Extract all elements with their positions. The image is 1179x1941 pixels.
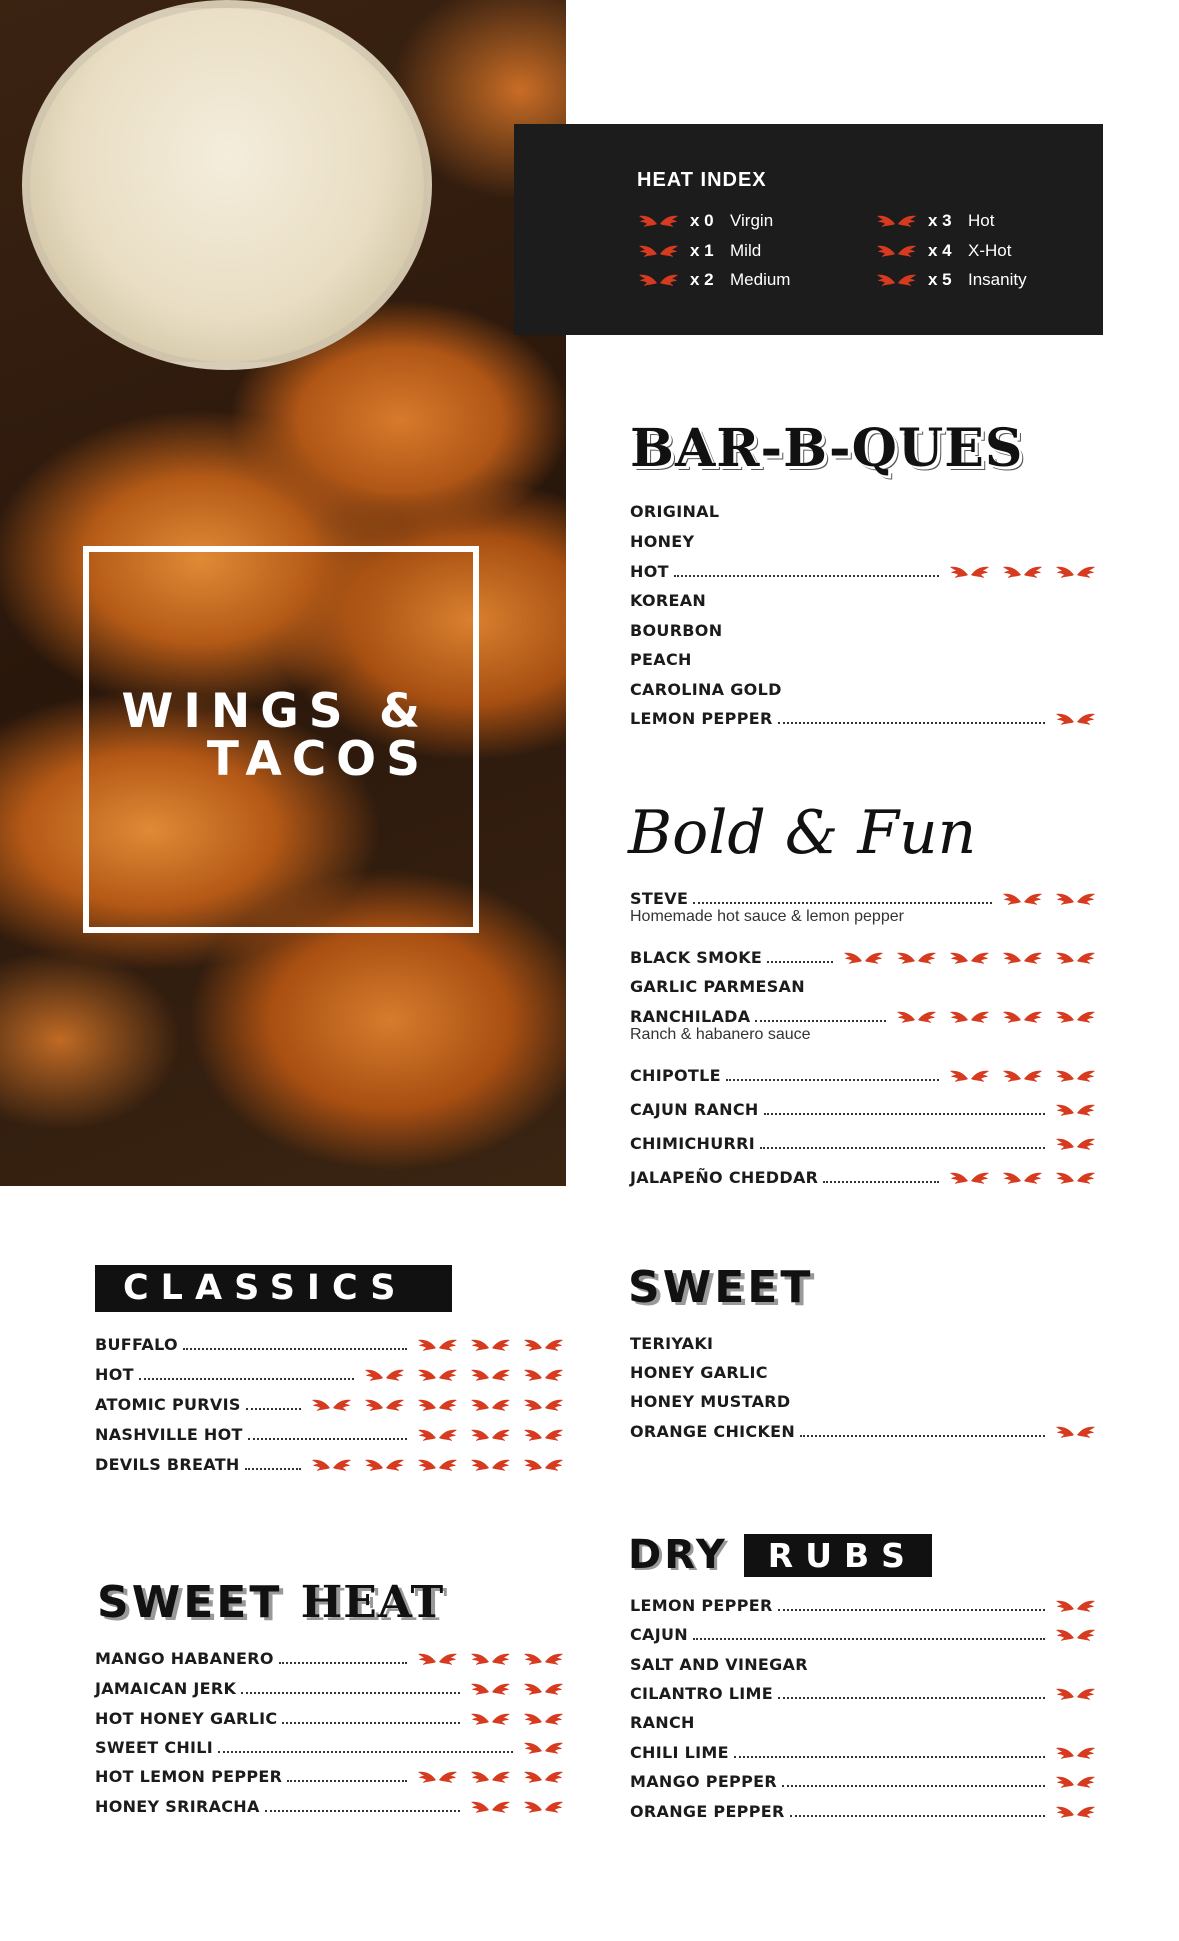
menu-item bbox=[95, 1363, 564, 1385]
heat-rating bbox=[949, 1170, 1096, 1187]
dot-leader bbox=[248, 1438, 407, 1440]
dot-leader bbox=[246, 1408, 301, 1410]
heat-rating bbox=[896, 1009, 1096, 1026]
dot-leader bbox=[764, 1113, 1045, 1115]
heat-rating bbox=[1055, 1136, 1096, 1153]
dot-leader bbox=[241, 1692, 460, 1694]
wing-icon bbox=[417, 1397, 458, 1414]
wing-icon bbox=[949, 950, 990, 967]
wing-icon bbox=[1055, 891, 1096, 908]
wing-icon bbox=[876, 213, 917, 230]
item-name: ORANGE PEPPER bbox=[630, 1802, 785, 1821]
wing-icon bbox=[417, 1427, 458, 1444]
heat-rating bbox=[1055, 1598, 1096, 1615]
title-part-1: DRY bbox=[628, 1532, 728, 1578]
menu-item bbox=[630, 648, 1096, 670]
item-name: HOT LEMON PEPPER bbox=[95, 1767, 283, 1786]
item-name: GARLIC PARMESAN bbox=[630, 977, 805, 996]
title-part-2: RUBS bbox=[744, 1534, 932, 1577]
item-name: BLACK SMOKE bbox=[630, 948, 763, 967]
wing-icon bbox=[949, 1068, 990, 1085]
menu-item bbox=[630, 1390, 1096, 1412]
bbq-section-title: BAR-B-QUES bbox=[630, 418, 1024, 479]
item-name: CHILI LIME bbox=[630, 1743, 729, 1762]
restaurant-title bbox=[110, 684, 430, 787]
wing-icon bbox=[470, 1799, 511, 1816]
wing-icon bbox=[364, 1397, 405, 1414]
wing-icon bbox=[949, 1009, 990, 1026]
legend-label: Mild bbox=[730, 241, 762, 260]
menu-item bbox=[630, 530, 1096, 552]
item-name: SWEET CHILI bbox=[95, 1738, 214, 1757]
sweet-section-title: SWEET bbox=[628, 1262, 814, 1313]
heat-rating bbox=[523, 1740, 564, 1757]
item-name: CHIMICHURRI bbox=[630, 1134, 755, 1153]
legend-row-mild bbox=[638, 240, 761, 262]
wing-icon bbox=[876, 243, 917, 260]
wing-icon bbox=[1055, 1136, 1096, 1153]
item-name: ORIGINAL bbox=[630, 502, 720, 521]
dot-leader bbox=[726, 1079, 939, 1081]
menu-item bbox=[630, 1770, 1096, 1792]
item-name: DEVILS BREATH bbox=[95, 1455, 240, 1474]
legend-row-hot bbox=[876, 210, 994, 232]
menu-item bbox=[630, 946, 1096, 968]
wing-icon bbox=[470, 1367, 511, 1384]
heat-rating bbox=[311, 1457, 564, 1474]
menu-item bbox=[95, 1453, 564, 1475]
wing-icon bbox=[1055, 1804, 1096, 1821]
item-name: HOT bbox=[95, 1365, 134, 1384]
dot-leader bbox=[800, 1435, 1045, 1437]
dot-leader bbox=[778, 1697, 1045, 1699]
wing-icon bbox=[523, 1711, 564, 1728]
wing-icon bbox=[364, 1457, 405, 1474]
wing-icon bbox=[523, 1681, 564, 1698]
wing-icon bbox=[1002, 1068, 1043, 1085]
dot-leader bbox=[790, 1815, 1045, 1817]
wing-icon bbox=[1002, 891, 1043, 908]
wing-icon bbox=[417, 1337, 458, 1354]
item-name: ORANGE CHICKEN bbox=[630, 1422, 796, 1441]
menu-item bbox=[95, 1333, 564, 1355]
wing-icon bbox=[1055, 1170, 1096, 1187]
dot-leader bbox=[287, 1780, 407, 1782]
dot-leader bbox=[279, 1662, 407, 1664]
wing-icon bbox=[1055, 1627, 1096, 1644]
item-name: HOT HONEY GARLIC bbox=[95, 1709, 278, 1728]
title-line-1: WINGS & bbox=[121, 684, 430, 739]
wing-icon bbox=[949, 564, 990, 581]
dot-leader bbox=[782, 1785, 1045, 1787]
dot-leader bbox=[693, 902, 992, 904]
menu-item bbox=[95, 1707, 564, 1729]
heat-rating bbox=[417, 1769, 564, 1786]
dot-leader bbox=[218, 1751, 513, 1753]
wing-icon bbox=[1055, 1102, 1096, 1119]
heat-rating bbox=[364, 1367, 564, 1384]
menu-item bbox=[95, 1736, 564, 1758]
wing-icon bbox=[523, 1457, 564, 1474]
menu-item bbox=[630, 1098, 1096, 1120]
item-name: CHIPOTLE bbox=[630, 1066, 721, 1085]
wing-icon bbox=[470, 1681, 511, 1698]
wing-icon bbox=[1002, 564, 1043, 581]
item-name: BUFFALO bbox=[95, 1335, 178, 1354]
legend-multiplier: x 5 bbox=[928, 270, 952, 289]
wing-icon bbox=[1055, 1598, 1096, 1615]
menu-item bbox=[630, 1332, 1096, 1354]
menu-item bbox=[630, 1711, 1096, 1733]
wing-icon bbox=[1002, 950, 1043, 967]
dry-rubs-section-title bbox=[628, 1532, 932, 1578]
menu-item bbox=[630, 1741, 1096, 1763]
dot-leader bbox=[760, 1147, 1045, 1149]
legend-multiplier: x 3 bbox=[928, 211, 952, 230]
legend-multiplier: x 2 bbox=[690, 270, 714, 289]
item-name: KOREAN bbox=[630, 591, 707, 610]
menu-item bbox=[630, 1420, 1096, 1442]
item-name: RANCHILADA bbox=[630, 1007, 751, 1026]
legend-label: X-Hot bbox=[968, 241, 1012, 260]
title-part-2: HEAT bbox=[300, 1577, 445, 1628]
wing-icon bbox=[470, 1397, 511, 1414]
item-name: CAJUN RANCH bbox=[630, 1100, 759, 1119]
classics-section-title: CLASSICS bbox=[95, 1265, 452, 1312]
wing-icon bbox=[470, 1337, 511, 1354]
title-part-1: SWEET bbox=[97, 1577, 283, 1628]
item-name: LEMON PEPPER bbox=[630, 709, 773, 728]
item-name: HONEY bbox=[630, 532, 695, 551]
dot-leader bbox=[245, 1468, 301, 1470]
item-name: PEACH bbox=[630, 650, 692, 669]
dot-leader bbox=[693, 1638, 1045, 1640]
wing-icon bbox=[1055, 1424, 1096, 1441]
heat-rating bbox=[843, 950, 1096, 967]
legend-row-x-hot bbox=[876, 240, 1011, 262]
wing-icon bbox=[470, 1427, 511, 1444]
item-name: LEMON PEPPER bbox=[630, 1596, 773, 1615]
wing-icon bbox=[1055, 711, 1096, 728]
menu-item bbox=[630, 1361, 1096, 1383]
heat-index-title: HEAT INDEX bbox=[637, 169, 767, 191]
wing-icon bbox=[417, 1457, 458, 1474]
menu-item bbox=[630, 1166, 1096, 1188]
wing-icon bbox=[1002, 1170, 1043, 1187]
menu-item bbox=[630, 560, 1096, 582]
item-description: Homemade hot sauce & lemon pepper bbox=[630, 908, 904, 925]
legend-label: Hot bbox=[968, 211, 995, 230]
heat-rating bbox=[470, 1681, 564, 1698]
wing-icon bbox=[523, 1799, 564, 1816]
dot-leader bbox=[139, 1378, 354, 1380]
menu-item bbox=[95, 1423, 564, 1445]
item-name: HOT bbox=[630, 562, 669, 581]
wing-icon bbox=[896, 950, 937, 967]
menu-item bbox=[630, 678, 1096, 700]
heat-rating bbox=[1055, 1627, 1096, 1644]
legend-label: Virgin bbox=[730, 211, 774, 230]
menu-item bbox=[630, 1005, 1096, 1027]
heat-rating bbox=[470, 1711, 564, 1728]
dot-leader bbox=[755, 1020, 886, 1022]
wing-icon bbox=[311, 1397, 352, 1414]
item-name: TERIYAKI bbox=[630, 1334, 714, 1353]
wing-icon bbox=[638, 272, 679, 289]
heat-rating bbox=[1055, 1774, 1096, 1791]
legend-label: Insanity bbox=[968, 270, 1027, 289]
menu-item bbox=[95, 1647, 564, 1669]
wing-icon bbox=[417, 1769, 458, 1786]
wing-icon bbox=[1055, 564, 1096, 581]
dot-leader bbox=[265, 1810, 460, 1812]
wing-icon bbox=[896, 1009, 937, 1026]
dot-leader bbox=[823, 1181, 939, 1183]
wing-icon bbox=[470, 1457, 511, 1474]
heat-rating bbox=[1055, 1424, 1096, 1441]
wing-icon bbox=[523, 1367, 564, 1384]
item-name: HONEY GARLIC bbox=[630, 1363, 768, 1382]
menu-item bbox=[630, 1623, 1096, 1645]
heat-rating bbox=[949, 1068, 1096, 1085]
dot-leader bbox=[778, 1609, 1045, 1611]
menu-item bbox=[630, 1653, 1096, 1675]
dot-leader bbox=[674, 575, 939, 577]
wing-icon bbox=[523, 1651, 564, 1668]
legend-multiplier: x 4 bbox=[928, 241, 952, 260]
wing-icon bbox=[523, 1427, 564, 1444]
heat-rating bbox=[1055, 1745, 1096, 1762]
wing-icon bbox=[949, 1170, 990, 1187]
sweet-heat-section-title bbox=[97, 1577, 444, 1628]
item-name: JALAPEÑO CHEDDAR bbox=[630, 1168, 819, 1187]
heat-rating bbox=[417, 1651, 564, 1668]
heat-rating bbox=[1055, 711, 1096, 728]
wing-icon bbox=[1002, 1009, 1043, 1026]
item-name: STEVE bbox=[630, 889, 689, 908]
heat-rating bbox=[417, 1427, 564, 1444]
wing-icon bbox=[876, 272, 917, 289]
item-name: HONEY SRIRACHA bbox=[95, 1797, 260, 1816]
legend-label: Medium bbox=[730, 270, 791, 289]
heat-rating bbox=[470, 1799, 564, 1816]
heat-index-legend bbox=[514, 124, 1103, 335]
item-name: HONEY MUSTARD bbox=[630, 1392, 791, 1411]
item-name: ATOMIC PURVIS bbox=[95, 1395, 241, 1414]
menu-item bbox=[630, 975, 1096, 997]
heat-rating bbox=[1002, 891, 1096, 908]
item-name: CILANTRO LIME bbox=[630, 1684, 773, 1703]
wing-icon bbox=[1055, 1686, 1096, 1703]
legend-multiplier: x 1 bbox=[690, 241, 714, 260]
wing-icon bbox=[523, 1769, 564, 1786]
wing-icon bbox=[470, 1651, 511, 1668]
heat-rating bbox=[1055, 1804, 1096, 1821]
dot-leader bbox=[734, 1756, 1045, 1758]
menu-item bbox=[630, 1594, 1096, 1616]
wing-icon bbox=[523, 1337, 564, 1354]
menu-item bbox=[95, 1765, 564, 1787]
item-name: RANCH bbox=[630, 1713, 695, 1732]
item-description: Ranch & habanero sauce bbox=[630, 1026, 811, 1043]
dot-leader bbox=[778, 722, 1045, 724]
menu-item bbox=[630, 707, 1096, 729]
title-line-2: TACOS bbox=[206, 732, 430, 787]
legend-row-medium bbox=[638, 269, 790, 291]
menu-item bbox=[630, 1064, 1096, 1086]
menu-item bbox=[630, 887, 1096, 909]
heat-rating bbox=[311, 1397, 564, 1414]
legend-multiplier: x 0 bbox=[690, 211, 714, 230]
wings-photo bbox=[0, 0, 566, 1186]
bold-fun-section-title: Bold & Fun bbox=[628, 798, 977, 868]
menu-item bbox=[95, 1393, 564, 1415]
wing-icon bbox=[311, 1457, 352, 1474]
wing-icon bbox=[523, 1740, 564, 1757]
wing-icon bbox=[523, 1397, 564, 1414]
legend-row-virgin bbox=[638, 210, 773, 232]
menu-item bbox=[95, 1677, 564, 1699]
heat-rating bbox=[417, 1337, 564, 1354]
item-name: MANGO PEPPER bbox=[630, 1772, 777, 1791]
dot-leader bbox=[183, 1348, 407, 1350]
wing-icon bbox=[843, 950, 884, 967]
menu-item bbox=[630, 500, 1096, 522]
menu-item bbox=[630, 1682, 1096, 1704]
item-name: CAJUN bbox=[630, 1625, 688, 1644]
wing-icon bbox=[1055, 1068, 1096, 1085]
legend-row-insanity bbox=[876, 269, 1027, 291]
item-name: NASHVILLE HOT bbox=[95, 1425, 243, 1444]
wing-icon bbox=[1055, 1774, 1096, 1791]
menu-item bbox=[630, 1132, 1096, 1154]
wing-icon bbox=[638, 243, 679, 260]
wing-icon bbox=[1055, 1745, 1096, 1762]
wing-icon bbox=[470, 1769, 511, 1786]
menu-item bbox=[630, 1800, 1096, 1822]
item-name: MANGO HABANERO bbox=[95, 1649, 274, 1668]
wing-icon bbox=[417, 1367, 458, 1384]
item-name: JAMAICAN JERK bbox=[95, 1679, 237, 1698]
wing-icon bbox=[1055, 950, 1096, 967]
wing-icon bbox=[364, 1367, 405, 1384]
item-name: CAROLINA GOLD bbox=[630, 680, 782, 699]
wing-icon bbox=[417, 1651, 458, 1668]
wing-icon bbox=[1055, 1009, 1096, 1026]
heat-rating bbox=[1055, 1686, 1096, 1703]
dot-leader bbox=[767, 961, 833, 963]
item-name: SALT AND VINEGAR bbox=[630, 1655, 808, 1674]
menu-item bbox=[630, 589, 1096, 611]
item-name: BOURBON bbox=[630, 621, 723, 640]
dot-leader bbox=[282, 1722, 460, 1724]
menu-item bbox=[95, 1795, 564, 1817]
menu-item bbox=[630, 619, 1096, 641]
wing-icon bbox=[470, 1711, 511, 1728]
heat-rating bbox=[1055, 1102, 1096, 1119]
wing-icon bbox=[638, 213, 679, 230]
heat-rating bbox=[949, 564, 1096, 581]
dip-bowl-image bbox=[22, 0, 432, 370]
